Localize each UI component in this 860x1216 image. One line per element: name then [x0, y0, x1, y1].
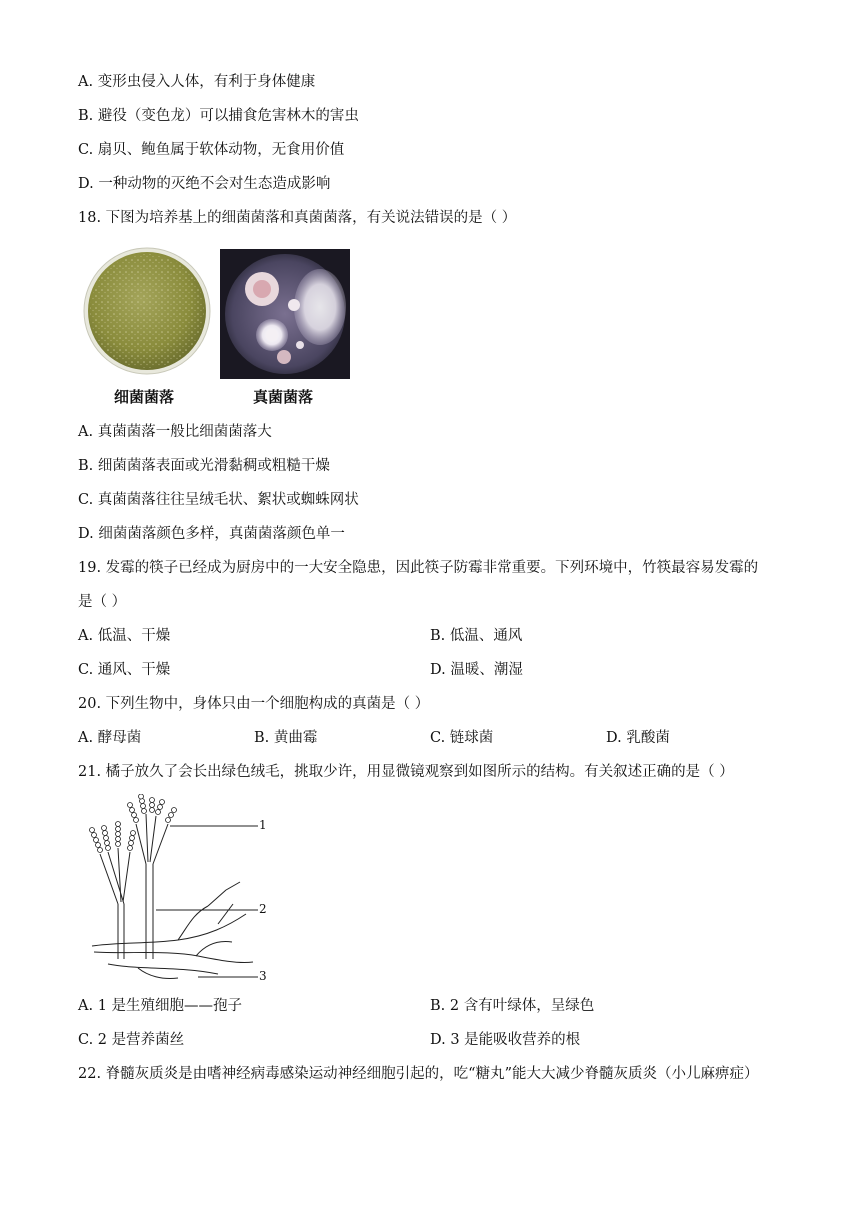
q18-option-c: C. 真菌菌落往往呈绒毛状、絮状或蜘蛛网状	[78, 492, 359, 508]
q17-option-d: D. 一种动物的灭绝不会对生态造成影响	[78, 176, 331, 192]
q21-stem: 21. 橘子放久了会长出绿色绒毛，挑取少许，用显微镜观察到如图所示的结构。有关叙述正确的是（ ）	[78, 764, 734, 780]
q17-option-a: A. 变形虫侵入人体，有利于身体健康	[78, 74, 316, 90]
q18-option-a: A. 真菌菌落一般比细菌菌落大	[78, 424, 272, 440]
q19-option-b: B. 低温、通风	[430, 628, 523, 644]
q17-option-c: C. 扇贝、鲍鱼属于软体动物，无食用价值	[78, 142, 345, 158]
diagram-label-3: 3	[259, 969, 267, 983]
q18-option-d: D. 细菌菌落颜色多样，真菌菌落颜色单一	[78, 526, 345, 542]
q22-stem: 22. 脊髓灰质炎是由嗜神经病毒感染运动神经细胞引起的，吃“糖丸”能大大减少脊髓灰质炎（小儿麻痹症）	[78, 1066, 759, 1082]
fungi-colony-caption: 真菌菌落	[253, 388, 314, 406]
q21-option-b: B. 2 含有叶绿体，呈绿色	[430, 998, 595, 1014]
diagram-label-1: 1	[259, 818, 267, 832]
q20-option-d: D. 乳酸菌	[606, 730, 670, 746]
q21-option-c: C. 2 是营养菌丝	[78, 1032, 185, 1048]
q20-option-a: A. 酵母菌	[78, 730, 142, 746]
q20-option-b: B. 黄曲霉	[254, 730, 318, 746]
q17-option-b: B. 避役（变色龙）可以捕食危害林木的害虫	[78, 108, 359, 124]
q21-option-d: D. 3 是能吸收营养的根	[430, 1032, 581, 1048]
penicillium-diagram	[78, 794, 278, 990]
bacteria-colony-caption: 细菌菌落	[114, 388, 175, 406]
q19-option-d: D. 温暖、潮湿	[430, 662, 523, 678]
q18-stem: 18. 下图为培养基上的细菌菌落和真菌菌落，有关说法错误的是（ ）	[78, 210, 517, 226]
q19-stem-line2: 是（ ）	[78, 594, 127, 610]
q19-option-a: A. 低温、干燥	[78, 628, 171, 644]
q20-stem: 20. 下列生物中，身体只由一个细胞构成的真菌是（ ）	[78, 696, 430, 712]
fungi-colony-image	[220, 249, 350, 379]
diagram-label-2: 2	[259, 902, 267, 916]
bacteria-colony-image	[82, 246, 212, 376]
q19-stem-line1: 19. 发霉的筷子已经成为厨房中的一大安全隐患，因此筷子防霉非常重要。下列环境中，竹筷最容易发霉的	[78, 560, 759, 576]
q21-option-a: A. 1 是生殖细胞——孢子	[78, 998, 243, 1014]
q19-option-c: C. 通风、干燥	[78, 662, 171, 678]
q20-option-c: C. 链球菌	[430, 730, 494, 746]
q18-option-b: B. 细菌菌落表面或光滑黏稠或粗糙干燥	[78, 458, 330, 474]
